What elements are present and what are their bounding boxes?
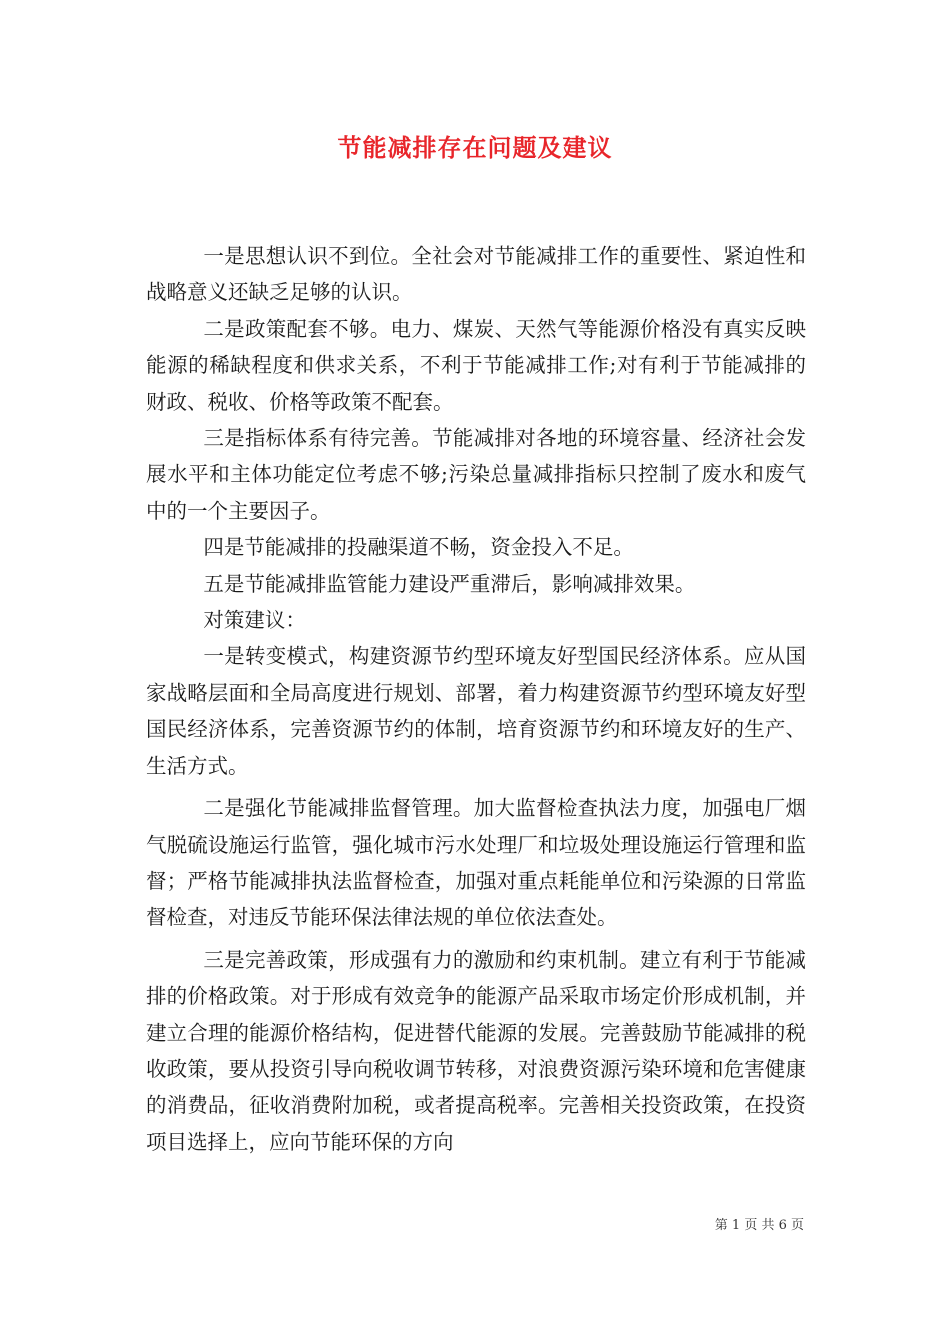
paragraph-5: 五是节能减排监管能力建设严重滞后，影响减排效果。 bbox=[203, 571, 696, 596]
page-title: 节能减排存在问题及建议 bbox=[337, 133, 613, 162]
paragraph-3: 三是指标体系有待完善。节能减排对各地的环境容量、经济社会发展水平和主体功能定位考虑不够;污染总量减排指标只控制了废水和废气中的一个主要因子。 bbox=[146, 426, 806, 523]
page-number-footer: 第 1 页 共 6 页 bbox=[714, 1218, 804, 1233]
paragraph-9: 三是完善政策，形成强有力的激励和约束机制。建立有利于节能减排的价格政策。对于形成有效竞争的能源产品采取市场定价形成机制，并建立合理的能源价格结构，促进替代能源的发展。完善鼓励节能减排的税收政策，要从投资引导向税收调节转移，对浪费资源污染环境和危害健康的消费品，征收消费附加税，或者提高税率。完善相关投资政策，在投资项目选择上，应向节能环保的方向 bbox=[146, 947, 806, 1154]
paragraph-8: 二是强化节能减排监督管理。加大监督检查执法力度，加强电厂烟气脱硫设施运行监管，强化城市污水处理厂和垃圾处理设施运行管理和监督；严格节能减排执法监督检查，加强对重点耗能单位和污染源的日常监督检查，对违反节能环保法律法规的单位依法查处。 bbox=[146, 796, 806, 930]
paragraph-4: 四是节能减排的投融渠道不畅，资金投入不足。 bbox=[203, 535, 634, 560]
paragraph-6: 对策建议： bbox=[203, 608, 306, 633]
paragraph-7: 一是转变模式，构建资源节约型环境友好型国民经济体系。应从国家战略层面和全局高度进行规划、部署，着力构建资源节约型环境友好型国民经济体系，完善资源节约的体制，培育资源节约和环境友好的生产、生活方式。 bbox=[146, 644, 806, 778]
document-body bbox=[146, 238, 806, 1160]
paragraph-1: 一是思想认识不到位。全社会对节能减排工作的重要性、紧迫性和战略意义还缺乏足够的认识。 bbox=[146, 244, 806, 305]
paragraph-2: 二是政策配套不够。电力、煤炭、天然气等能源价格没有真实反映能源的稀缺程度和供求关系，不利于节能减排工作;对有利于节能减排的财政、税收、价格等政策不配套。 bbox=[146, 316, 806, 414]
